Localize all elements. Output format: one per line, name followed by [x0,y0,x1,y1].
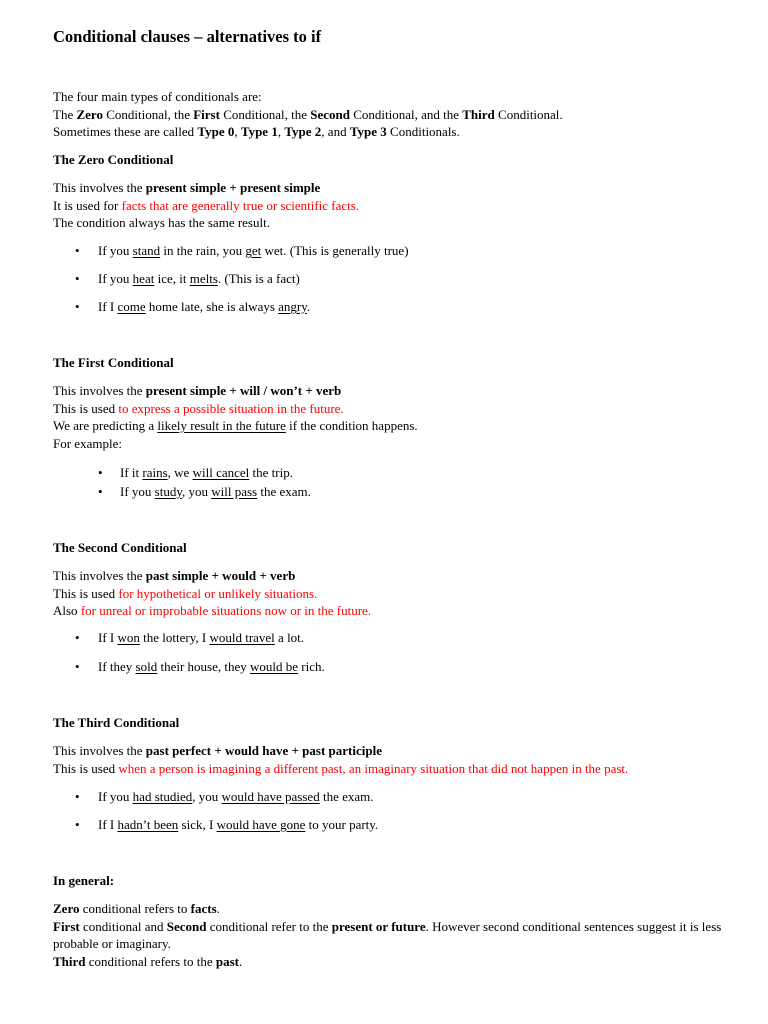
text-run: If they [98,659,136,674]
underlined-text: melts [189,271,218,286]
text-run: the exam. [319,789,374,804]
example-item [120,464,293,482]
intro-line [53,123,743,141]
underlined-text: had studied [132,789,193,804]
example-item [98,629,304,647]
text-run: This is used [53,400,119,416]
bold-text: Third [462,106,495,122]
example-item [98,242,409,260]
underlined-text: get [245,243,262,258]
bold-text: Zero [53,901,80,916]
text-run: The condition always has the same result. [53,215,270,230]
text-run: the lottery, I [139,630,210,645]
text-run: , you [192,789,222,804]
text-run: If you [98,243,133,258]
body-line [53,918,733,953]
text-run: The [53,106,77,122]
underlined-text: heat [132,271,155,286]
text-run: It is used for [53,197,122,213]
text-run: home late, she is always [145,299,279,314]
text-run: the trip. [249,465,293,480]
text-run: sick, I [178,817,217,832]
text-run: , you [182,484,212,499]
body-line [53,602,743,620]
underlined-text: would be [250,659,299,674]
body-line [53,400,743,418]
bold-text: Type 0 [197,124,235,139]
text-run: Sometimes these are called [53,124,198,139]
body-line [53,760,743,778]
example-item [98,788,374,806]
text-run: conditional and [79,918,167,934]
text-run: This involves the [53,383,146,398]
intro-line [53,106,743,124]
body-line [53,567,743,585]
underlined-text: will cancel [192,465,250,480]
text-run: This is used [53,760,119,776]
text-run: Conditional, the [102,106,194,122]
body-line [53,214,743,232]
bold-text: Third [53,953,86,969]
underlined-text: come [117,299,146,314]
text-run: . (This is a fact) [217,271,300,286]
bold-text: present simple + present simple [145,180,321,195]
text-run: We are predicting a [53,418,158,433]
text-run: . [306,299,311,314]
body-line [53,900,733,918]
first-conditional-heading: The First Conditional [53,355,174,370]
body-line [53,953,733,971]
underlined-text: would have gone [216,817,306,832]
text-run: Conditional. [494,106,563,122]
intro-line: The four main types of conditionals are: [53,89,262,104]
in-general-heading: In general: [53,873,115,888]
body-line [53,197,743,215]
text-run: . [216,901,220,916]
bold-text: facts [190,901,217,916]
body-line [53,179,743,197]
bold-text: present or future [331,918,426,934]
intro-paragraph [53,88,743,141]
underlined-text: rains [142,465,168,480]
text-run: , and [321,124,350,139]
zero-conditional-body [53,179,743,232]
text-run: This involves the [53,743,146,758]
text-run: a lot. [274,630,305,645]
bold-text: past perfect + would have + past participle [145,743,382,758]
underlined-text: stand [132,243,161,258]
text-run: wet. (This is generally true) [261,243,409,258]
bold-text: Type 1 [240,124,278,139]
text-run: in the rain, you [160,243,246,258]
text-run: . However second conditional sentences suggest it is less probable or imaginary. [53,918,722,951]
text-run: This is used [53,585,119,601]
text-run: This involves the [53,180,146,195]
document-title: Conditional clauses – alternatives to if [53,27,322,46]
first-conditional-body [53,382,743,452]
text-run: For example: [53,435,122,451]
example-item [120,483,311,501]
zero-conditional-heading: The Zero Conditional [53,152,174,167]
highlighted-text: for unreal or improbable situations now or in the future. [80,603,372,618]
text-run: conditional refer to the [206,918,332,934]
bold-text: Zero [76,106,103,122]
highlighted-text: facts that are generally true or scientific facts. [121,197,360,213]
text-run: to your party. [305,817,379,832]
text-run: Conditional, and the [349,106,463,122]
bold-text: Type 3 [349,124,387,139]
highlighted-text: to express a possible situation in the future. [118,400,344,416]
text-run: If you [98,789,133,804]
text-run: conditional refers to [79,901,191,916]
bold-text: Second [166,918,207,934]
underlined-text: would have passed [221,789,320,804]
in-general-body [53,900,733,970]
bold-text: First [193,106,220,122]
example-item [98,658,325,676]
highlighted-text: when a person is imagining a different past, an imaginary situation that did not happen in the past. [118,760,629,776]
underlined-text: sold [135,659,158,674]
text-run: Also [53,603,81,618]
text-run: . [238,953,243,969]
bold-text: First [53,918,80,934]
text-run: the exam. [257,484,311,499]
underlined-text: would travel [209,630,275,645]
third-conditional-heading: The Third Conditional [53,715,180,730]
body-line [53,435,743,453]
text-run: If I [98,299,118,314]
text-run: if the condition happens. [285,418,418,433]
example-item [98,298,310,316]
underlined-text: angry [278,299,307,314]
text-run: ice, it [154,271,190,286]
body-line [53,585,743,603]
body-line [53,382,743,400]
text-run: If I [98,630,118,645]
body-line [53,742,743,760]
underlined-text: study [154,484,182,499]
second-conditional-heading: The Second Conditional [53,540,187,555]
bold-text: present simple + will / won’t + verb [145,383,342,398]
text-run: This involves the [53,568,146,583]
text-run: rich. [298,659,325,674]
bold-text: past simple + would + verb [145,568,296,583]
underlined-text: won [117,630,140,645]
bold-text: Type 2 [284,124,322,139]
underlined-text: will pass [211,484,258,499]
text-run: If you [120,484,155,499]
bold-text: Second [310,106,350,122]
underlined-text: likely result in the future [157,418,286,433]
body-line [53,417,743,435]
third-conditional-body [53,742,743,777]
text-run: , we [167,465,193,480]
text-run: If it [120,465,143,480]
example-item [98,270,300,288]
second-conditional-body [53,567,743,620]
bold-text: past [215,953,239,969]
text-run: their house, they [157,659,251,674]
text-run: conditional refers to the [85,953,216,969]
highlighted-text: for hypothetical or unlikely situations. [118,585,318,601]
text-run: Conditionals. [386,124,460,139]
text-run: , [277,124,285,139]
example-item [98,816,378,834]
text-run: Conditional, the [219,106,311,122]
text-run: If I [98,817,118,832]
underlined-text: hadn’t been [117,817,179,832]
text-run: , [234,124,241,139]
text-run: If you [98,271,133,286]
